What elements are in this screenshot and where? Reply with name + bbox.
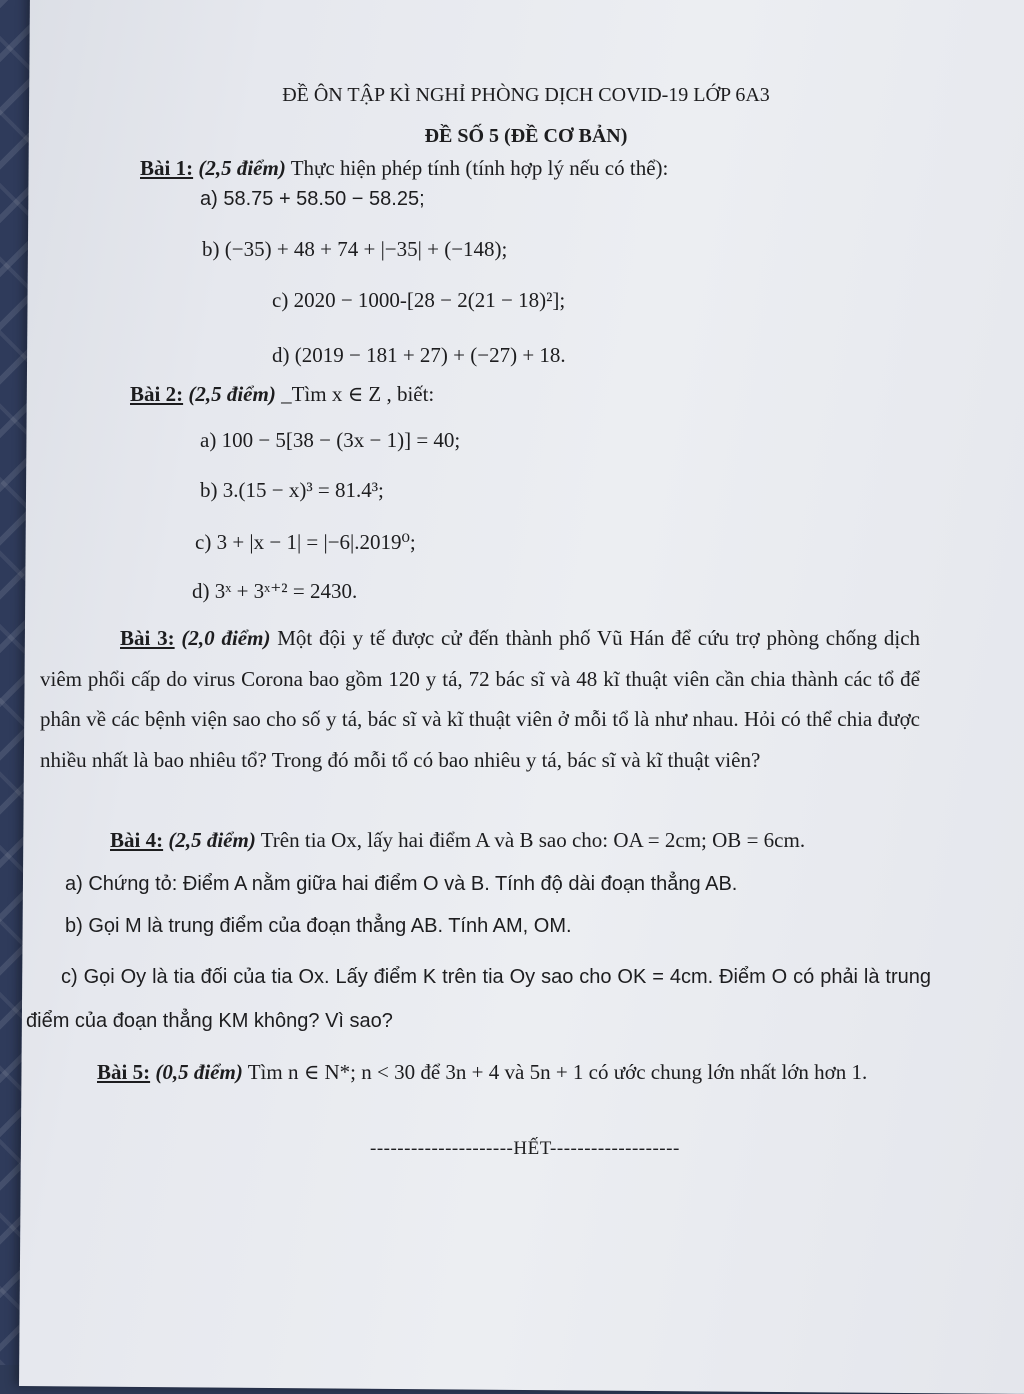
bai1-b: b) (−35) + 48 + 74 + |−35| + (−148); [202,237,508,261]
bai4-c: c) Gọi Oy là tia đối của tia Ox. Lấy điểm K trên tia Oy sao cho OK = 4cm. Điểm O có phải là trung điểm của đoạn thẳng KM không? Vì sao? [26,966,931,1032]
bai1-d: d) (2019 − 181 + 27) + (−27) + 18. [272,343,566,367]
bai2-instruction: _Tìm x ∈ Z , biết: [281,382,435,406]
bai1-a: a) 58.75 + 58.50 − 58.25; [200,188,425,210]
bai2-heading [130,382,434,407]
bai1-label: Bài 1: [140,156,194,180]
bai3-paragraph [40,618,920,780]
bai4-heading [110,828,805,853]
bai4-b: b) Gọi M là trung điểm của đoạn thẳng AB. Tính AM, OM. [65,915,572,937]
bai1-c: c) 2020 − 1000-[28 − 2(21 − 18)²]; [272,288,566,312]
exam-title: ĐỀ ÔN TẬP KÌ NGHỈ PHÒNG DỊCH COVID-19 LỚP 6A3 [282,84,770,106]
bai3-points: (2,0 điểm) [181,626,271,650]
bai2-c: c) 3 + |x − 1| = |−6|.2019⁰; [195,530,416,554]
bai4-a: a) Chứng tỏ: Điểm A nằm giữa hai điểm O và B. Tính độ dài đoạn thẳng AB. [65,873,738,895]
bai2-points: (2,5 điểm) [188,382,276,406]
bai4-points: (2,5 điểm) [168,828,256,852]
bai5-paragraph [22,1047,937,1097]
bai2-d: d) 3ˣ + 3ˣ⁺² = 2430. [192,579,358,603]
bai2-label: Bài 2: [130,382,184,406]
bai1-instruction: Thực hiện phép tính (tính hợp lý nếu có thể): [290,156,669,180]
bai1-heading [140,156,668,181]
bai2-a: a) 100 − 5[38 − (3x − 1)] = 40; [200,428,461,452]
bai1-points: (2,5 điểm) [198,156,286,180]
bai4-intro: Trên tia Ox, lấy hai điểm A và B sao cho: OA = 2cm; OB = 6cm. [260,828,806,852]
bai4-label: Bài 4: [110,828,164,852]
exam-subtitle: ĐỀ SỐ 5 (ĐỀ CƠ BẢN) [424,125,628,147]
bai3-label: Bài 3: [120,626,175,650]
bai5-label: Bài 5: [97,1060,151,1084]
bai5-points: (0,5 điểm) [155,1060,243,1084]
bai2-b: b) 3.(15 − x)³ = 81.4³; [200,478,384,502]
end-marker: ---------------------HẾT------------------- [370,1138,680,1159]
bai5-text: Tìm n ∈ N*; n < 30 để 3n + 4 và 5n + 1 có ước chung lớn nhất lớn hơn 1. [247,1060,868,1084]
bai3-text: Một đội y tế được cử đến thành phố Vũ Hán để cứu trợ phòng chống dịch viêm phổi cấp do virus Corona bao gồm 120 y tá, 72 bác sĩ và 48 kĩ thuật viên cần chia thành các tổ để phân về các bệnh viện sao cho số y tá, bác sĩ và kĩ thuật viên ở mỗi tổ là như nhau. Hỏi có thể chia được nhiều nhất là bao nhiêu tổ? Trong đó mỗi tổ có bao nhiêu y tá, bác sĩ và kĩ thuật viên? [40,626,921,772]
